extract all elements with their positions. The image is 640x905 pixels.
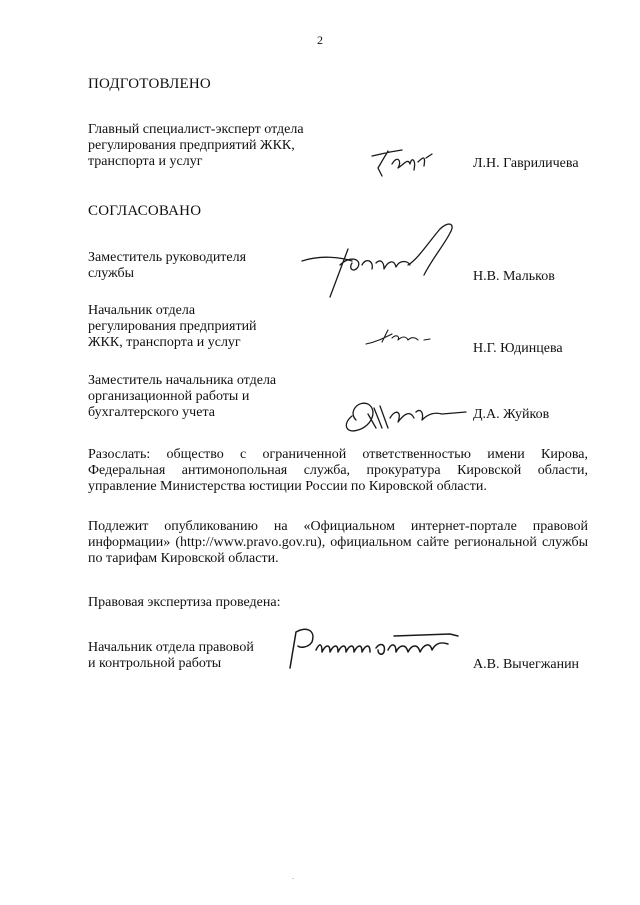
signature-zhuikov: [338, 394, 473, 438]
prepared-heading: ПОДГОТОВЛЕНО: [88, 76, 211, 92]
signatory-role-gavrilicheva: Главный специалист-эксперт отдела регулирования предприятий ЖКК, транспорта и услуг: [88, 122, 304, 169]
publication-paragraph: Подлежит опубликованию на «Официальном интернет-портале правовой информации» (http://www.pravo.gov.ru), официальном сайте региональной службы по тарифам Кировской области.: [88, 519, 588, 566]
signatory-name-gavrilicheva: Л.Н. Гавриличева: [473, 156, 579, 171]
signatory-name-zhuikov: Д.А. Жуйков: [473, 407, 550, 422]
distribution-paragraph: Разослать: общество с ограниченной ответственностью имени Кирова, Федеральная антимонопольная служба, прокуратура Кировской области, управление Министерства юстиции России по Кировской области.: [88, 447, 588, 494]
agreed-heading: СОГЛАСОВАНО: [88, 203, 202, 219]
signatory-name-yudintseva: Н.Г. Юдинцева: [473, 341, 563, 356]
signatory-role-vychegzhanin: Начальник отдела правовой и контрольной работы: [88, 640, 254, 671]
signatory-role-malkov: Заместитель руководителя службы: [88, 250, 247, 281]
signatory-role-zhuikov: Заместитель начальника отдела организационной работы и бухгалтерского учета: [88, 373, 277, 420]
signature-vychegzhanin: [282, 622, 472, 672]
signature-gavrilicheva: [368, 140, 438, 190]
signature-malkov: [300, 215, 470, 310]
signatory-name-malkov: Н.В. Мальков: [473, 269, 555, 284]
signatory-role-yudintseva: Начальник отдела регулирования предприятий ЖКК, транспорта и услуг: [88, 303, 257, 350]
scan-speck: [292, 878, 294, 879]
page-number: 2: [317, 33, 323, 47]
signatory-name-vychegzhanin: А.В. Вычегжанин: [473, 657, 580, 672]
legal-review-statement: Правовая экспертиза проведена:: [88, 595, 281, 610]
signature-yudintseva: [362, 322, 437, 352]
